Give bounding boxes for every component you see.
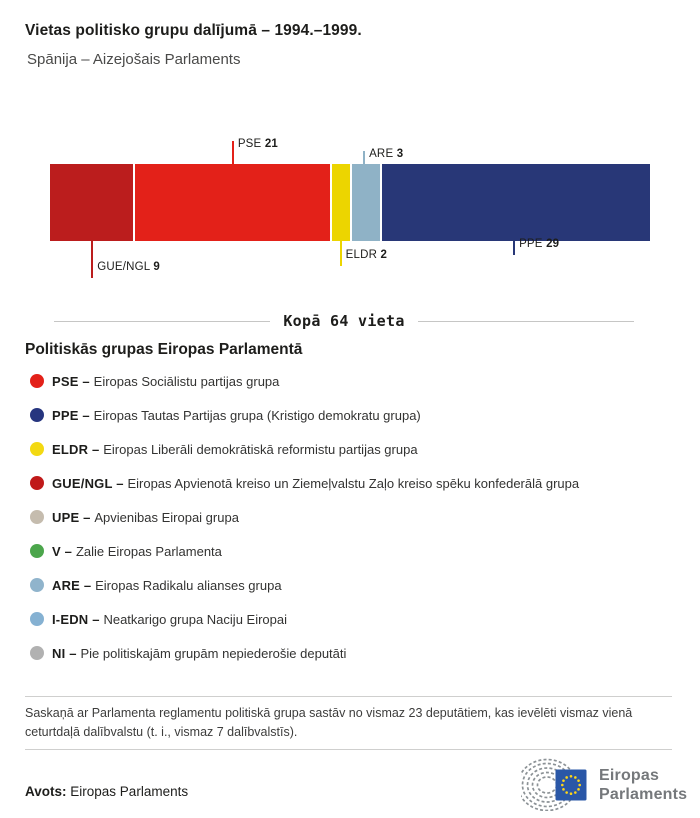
ep-logo-text-line2: Parlaments: [599, 785, 688, 803]
ep-logo-text: [599, 766, 687, 804]
bar-segment-gue-ngl: [50, 164, 133, 241]
legend-desc-i-edn: Neatkarigo grupa Naciju Eiropai: [103, 611, 287, 627]
legend-desc-upe: Apvienibas Eiropai grupa: [94, 509, 239, 525]
legend-desc-gue-ngl: Eiropas Apvienotā kreiso un Ziemeļvalstu Zaļo kreiso spēku konfederālā grupa: [127, 475, 580, 491]
seat-chart: [50, 138, 650, 288]
legend-text-pse: [52, 374, 279, 389]
european-parliament-logo-icon: [521, 758, 593, 811]
legend-code-pse: PSE –: [52, 373, 94, 389]
bar-label-ppe: PPE 29: [519, 238, 560, 250]
bar-label-gue-ngl: GUE/NGL 9: [97, 261, 160, 273]
total-divider: [54, 312, 634, 330]
legend-desc-ppe: Eiropas Tautas Partijas grupa (Kristigo demokratu grupa): [93, 407, 421, 423]
bar-label-eldr: ELDR 2: [345, 249, 388, 261]
legend-item-are: [25, 568, 685, 602]
legend-item-v: [25, 534, 685, 568]
legend-code-are: ARE –: [52, 577, 96, 593]
divider-line-left: [54, 321, 270, 322]
legend-color-dot-are: [30, 578, 44, 592]
footnote-rule-bottom: [25, 749, 672, 750]
source-value: Eiropas Parlaments: [70, 784, 189, 799]
legend-color-dot-eldr: [30, 442, 44, 456]
ep-logo-text-line1: Eiropas: [599, 766, 660, 784]
legend-desc-are: Eiropas Radikalu alianses grupa: [95, 577, 282, 593]
legend-code-ni: NI –: [52, 645, 81, 661]
bar-segment-ppe: [382, 164, 650, 241]
legend-desc-ni: Pie politiskajām grupām nepiederošie deputāti: [80, 645, 347, 661]
legend-code-v: V –: [52, 543, 76, 559]
source-line: [25, 784, 188, 799]
ep-logo: [521, 758, 687, 811]
legend-item-ni: [25, 636, 685, 670]
legend-text-are: [52, 578, 282, 593]
legend-item-eldr: [25, 432, 685, 466]
legend-text-ppe: [52, 408, 421, 423]
chart-title: Vietas politisko grupu dalījumā – 1994.–1999.: [25, 22, 362, 39]
chart-subtitle: Spānija – Aizejošais Parlaments: [27, 51, 241, 68]
bar-segment-pse: [135, 164, 329, 241]
legend-desc-v: Zalie Eiropas Parlamenta: [75, 543, 222, 559]
legend-text-v: [52, 544, 222, 559]
footnote-text: Saskaņā ar Parlamenta reglamentu politiskā grupa sastāv no vismaz 23 deputātiem, kas ievēlēti vismaz vienā ceturtdaļā dalībvalstu (t. i., vismaz 7 dalībvalstīs).: [25, 706, 633, 740]
legend-item-upe: [25, 500, 685, 534]
legend-item-gue-ngl: [25, 466, 685, 500]
legend-text-upe: [52, 510, 239, 525]
bar-segment-eldr: [332, 164, 351, 241]
legend-code-i-edn: I-EDN –: [52, 611, 104, 627]
legend-text-gue-ngl: [52, 476, 579, 491]
legend-item-i-edn: [25, 602, 685, 636]
tick-ppe: [513, 241, 515, 255]
legend-code-eldr: ELDR –: [52, 441, 104, 457]
legend-desc-pse: Eiropas Sociālistu partijas grupa: [93, 373, 280, 389]
legend-list: [25, 364, 685, 670]
bar-label-pse: PSE 21: [237, 138, 279, 150]
legend-color-dot-ni: [30, 646, 44, 660]
legend-color-dot-v: [30, 544, 44, 558]
tick-pse: [232, 141, 234, 164]
legend-item-pse: [25, 364, 685, 398]
legend-text-ni: [52, 646, 346, 661]
legend-heading: Politiskās grupas Eiropas Parlamentā: [25, 341, 303, 358]
tick-eldr: [340, 241, 342, 266]
bar-label-are: ARE 3: [369, 148, 404, 160]
seat-bar: [50, 164, 650, 241]
legend-color-dot-i-edn: [30, 612, 44, 626]
legend-desc-eldr: Eiropas Liberāli demokrātiskā reformistu partijas grupa: [103, 441, 418, 457]
legend-color-dot-gue-ngl: [30, 476, 44, 490]
footnote-rule-top: [25, 696, 672, 697]
legend-text-i-edn: [52, 612, 287, 627]
tick-gue-ngl: [91, 241, 93, 278]
legend-color-dot-pse: [30, 374, 44, 388]
source-label: Avots:: [25, 784, 67, 799]
legend-code-gue-ngl: GUE/NGL –: [52, 475, 128, 491]
tick-are: [363, 151, 365, 164]
divider-line-right: [418, 321, 634, 322]
total-seats-label: Kopā 64 vieta: [283, 312, 405, 330]
legend-color-dot-upe: [30, 510, 44, 524]
legend-code-ppe: PPE –: [52, 407, 94, 423]
legend-code-upe: UPE –: [52, 509, 95, 525]
legend-color-dot-ppe: [30, 408, 44, 422]
bar-segment-are: [352, 164, 380, 241]
legend-item-ppe: [25, 398, 685, 432]
legend-text-eldr: [52, 442, 418, 457]
